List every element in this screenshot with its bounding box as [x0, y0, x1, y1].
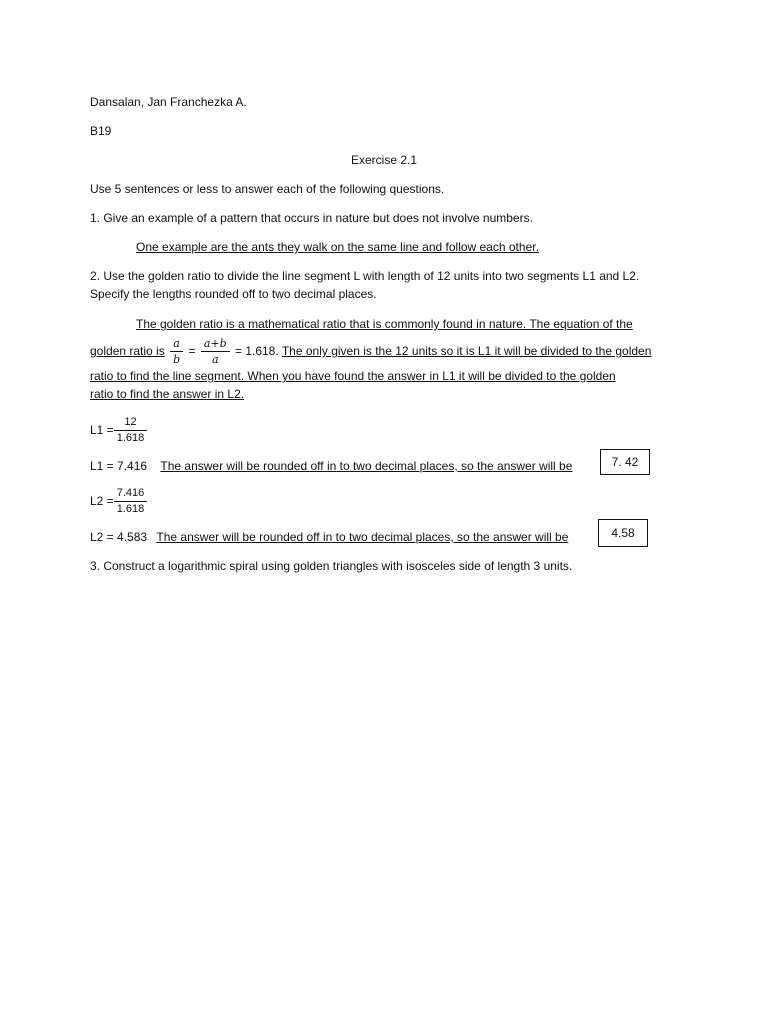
question-2-line-1: 2. Use the golden ratio to divide the line segment L with length of 12 units into two segments L1 and L2. — [90, 269, 640, 283]
l2-result-line — [90, 529, 568, 545]
answer-2-line-2-text: The only given is the 12 units so it is L1 it will be divided to the golden — [281, 344, 652, 358]
l1-note: The answer will be rounded off in to two decimal places, so the answer will be — [160, 459, 573, 473]
l1-label: L1 = — [90, 423, 114, 437]
l1-fraction — [114, 416, 148, 445]
l2-equation — [90, 483, 149, 519]
l2-answer-box — [598, 519, 648, 547]
l1-answer: 7. 42 — [611, 455, 639, 469]
fraction-a-over-b-numerator: a — [170, 337, 183, 352]
l1-answer-box — [600, 449, 650, 475]
student-name: Dansalan, Jan Franchezka A. — [90, 95, 247, 109]
fraction-a-plus-b-over-a — [201, 337, 230, 366]
l1-equation — [90, 412, 149, 448]
golden-ratio-intro: golden ratio is — [90, 344, 165, 358]
l1-denominator: 1.618 — [116, 432, 145, 445]
l2-answer: 4.58 — [611, 526, 635, 540]
fraction-a-plus-b-numerator: a+b — [201, 337, 230, 352]
ratio-value: = 1.618. — [234, 344, 279, 358]
question-2-line-2: Specify the lengths rounded off to two decimal places. — [90, 287, 377, 301]
exercise-title: Exercise 2.1 — [350, 153, 418, 167]
instructions: Use 5 sentences or less to answer each of the following questions. — [90, 182, 445, 196]
l1-result: L1 = 7.416 — [90, 459, 148, 473]
question-1: 1. Give an example of a pattern that occurs in nature but does not involve numbers. — [90, 211, 533, 225]
answer-2-line-3 — [90, 368, 616, 384]
answer-1-text: One example are the ants they walk on the same line and follow each other. — [136, 240, 539, 254]
l2-numerator: 7.416 — [114, 487, 148, 502]
answer-1 — [136, 239, 539, 255]
answer-2-line-1 — [136, 316, 633, 332]
answer-2-line-4 — [90, 386, 244, 402]
l2-result: L2 = 4.583 — [90, 530, 148, 544]
fraction-a-over-b — [170, 337, 183, 366]
l2-fraction — [114, 487, 148, 516]
fraction-a-over-b-denominator: b — [173, 353, 181, 367]
section-code: B19 — [90, 124, 112, 138]
question-3: 3. Construct a logarithmic spiral using golden triangles with isosceles side of length 3 units. — [90, 559, 573, 573]
l1-numerator: 12 — [114, 416, 148, 431]
fraction-a-plus-b-denominator: a — [211, 353, 219, 367]
answer-2-line-4-text: ratio to find the answer in L2. — [90, 387, 245, 401]
answer-2-line-3-text: ratio to find the line segment. When you have found the answer in L1 it will be divided to the golden — [90, 369, 616, 383]
answer-2-line-1-text: The golden ratio is a mathematical ratio that is commonly found in nature. The equation of the — [136, 317, 633, 331]
l2-note: The answer will be rounded off in to two decimal places, so the answer will be — [156, 530, 569, 544]
l2-denominator: 1.618 — [116, 503, 145, 516]
l2-label: L2 = — [90, 494, 114, 508]
answer-2-line-2 — [90, 332, 651, 370]
equals-sign: = — [188, 344, 196, 358]
l1-result-line — [90, 458, 572, 474]
